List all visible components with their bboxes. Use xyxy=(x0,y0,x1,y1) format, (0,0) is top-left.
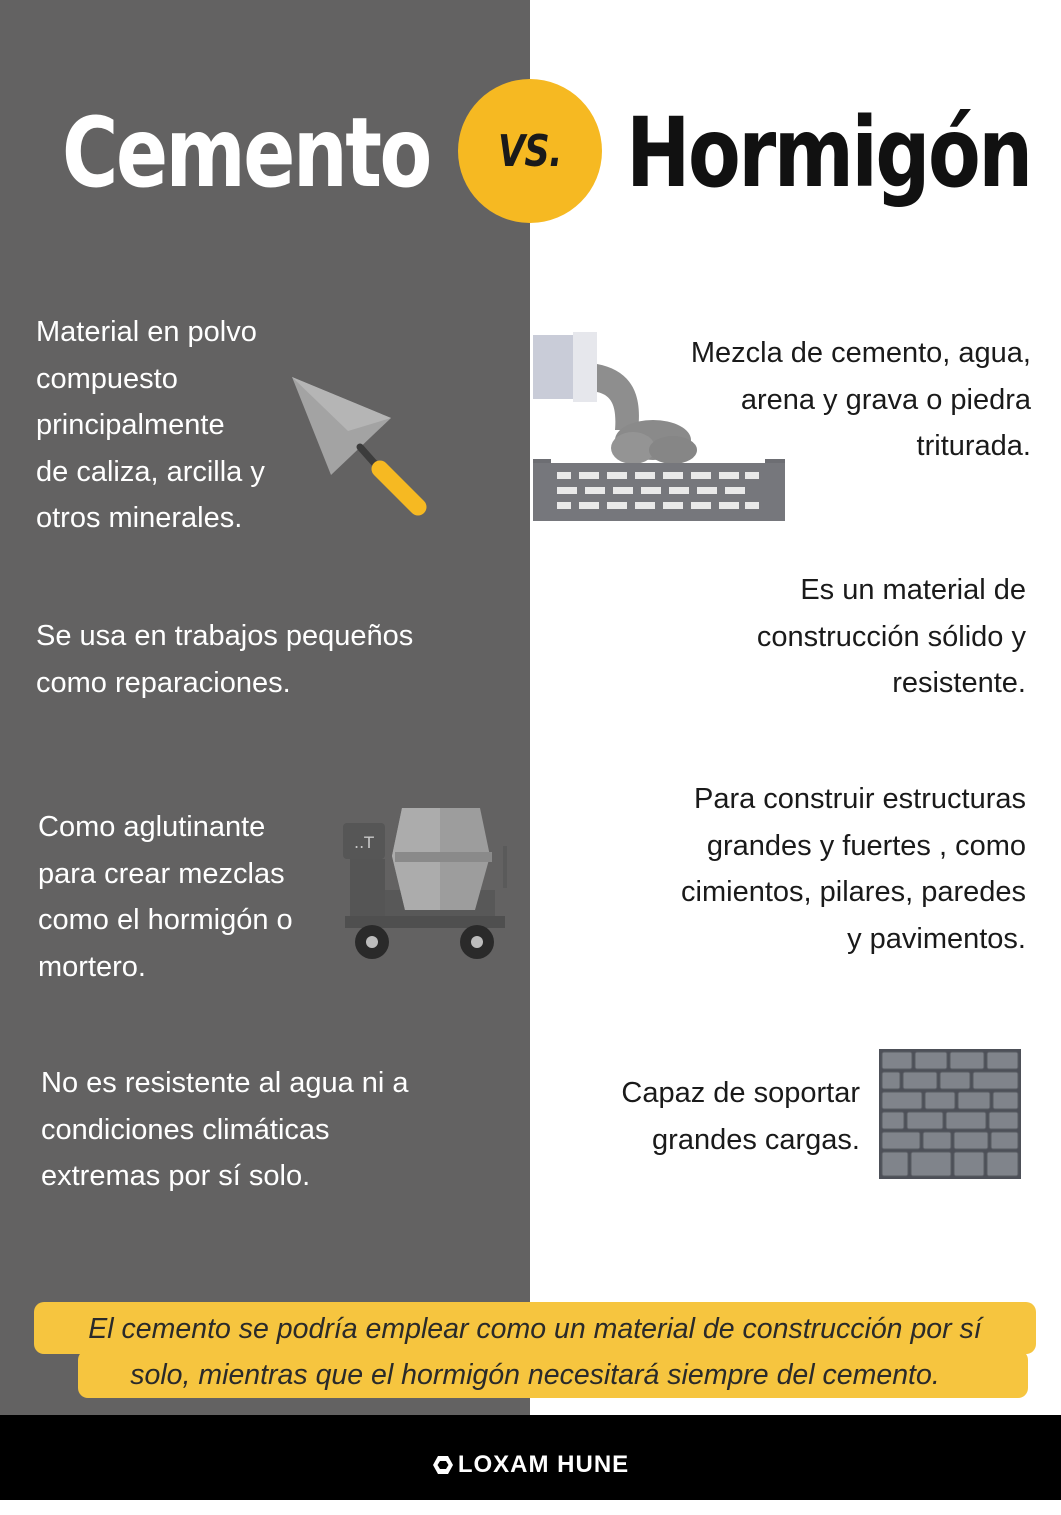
hormigon-item-2: Es un material de construcción sólido y resistente. xyxy=(756,574,1026,699)
conclusion-text: El cemento se podría emplear como un material de construcción por sí solo, mientras que el hormigón necesitará siempre del cemento. xyxy=(88,1313,982,1391)
cemento-item-2: Se usa en trabajos pequeños como reparaciones. xyxy=(36,620,414,699)
footer xyxy=(0,1415,1061,1500)
vs-badge xyxy=(458,79,602,223)
brand-name: LOXAM HUNE xyxy=(457,1451,630,1478)
cemento-item-3: Como aglutinante para crear mezclas como el hormigón o mortero. xyxy=(38,811,293,983)
brand xyxy=(0,1415,1061,1515)
hormigon-item-1: Mezcla de cemento, agua, arena y grava o piedra triturada. xyxy=(690,337,1031,462)
svg-text:..T: ..T xyxy=(354,833,374,852)
cemento-item-1: Material en polvo compuesto principalmente de caliza, arcilla y otros minerales. xyxy=(36,316,265,534)
title-hormigon: Hormigón xyxy=(626,97,1031,209)
stone-wall-icon xyxy=(879,1049,1021,1179)
hormigon-item-3: Para construir estructuras grandes y fuertes , como cimientos, pilares, paredes y pavimentos. xyxy=(681,783,1026,955)
cemento-item-4: No es resistente al agua ni a condiciones climáticas extremas por sí solo. xyxy=(41,1067,409,1192)
conclusion-banner xyxy=(34,1302,1036,1398)
loxam-logo-icon xyxy=(432,1455,454,1475)
hormigon-item-4: Capaz de soportar grandes cargas. xyxy=(621,1077,860,1156)
concrete-pour-icon xyxy=(533,330,788,525)
trowel-icon xyxy=(288,373,428,518)
vs-label: VS. xyxy=(498,125,562,177)
cement-mixer-icon xyxy=(340,800,510,965)
title-cemento: Cemento xyxy=(62,97,430,209)
